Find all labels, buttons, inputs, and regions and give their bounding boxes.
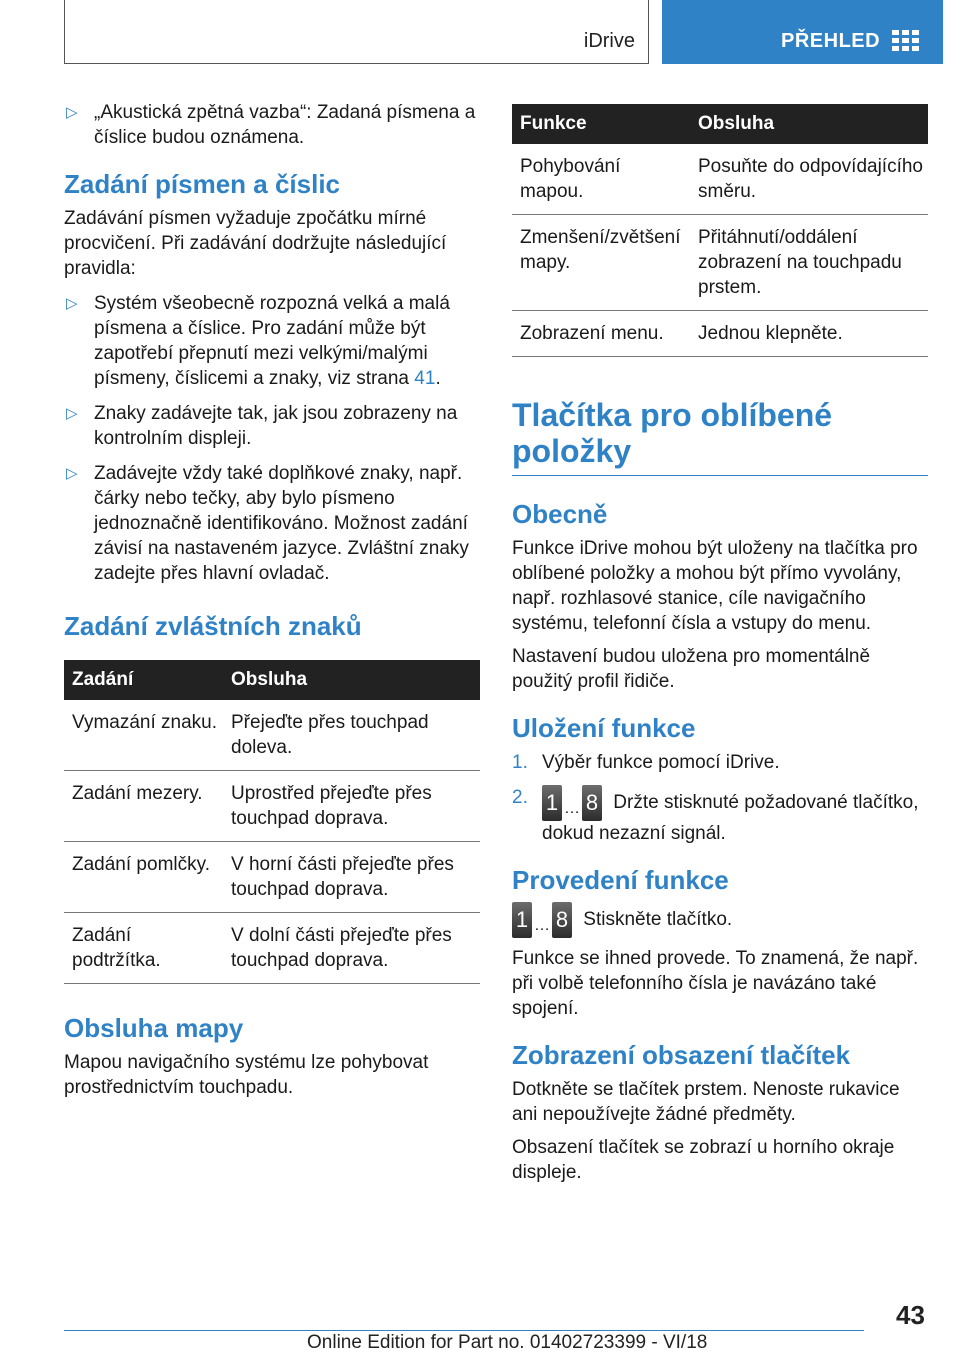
key-8-icon: 8 [552, 902, 572, 938]
table-cell: Zobrazení menu. [512, 311, 690, 357]
bullet-text: Zadávejte vždy také doplňkové znaky, např. čárky nebo tečky, aby bylo písmeno jednoznačně identifikováno. Možnost zadání závisí na nastaveném jazyce. Zvláštní znaky zadejte přes hlavní ovladač. [94, 463, 469, 584]
header-chapter-title[interactable]: PŘEHLED [781, 30, 881, 52]
bullet-text: „Akustická zpětná vazba“: Zadaná písmena a číslice budou oznámena. [94, 102, 476, 148]
table-cell: Uprostřed přejeďte přes touchpad doprava. [223, 771, 480, 842]
table-row [512, 215, 928, 311]
page-number: 43 [896, 1300, 925, 1330]
table-header-cell: Obsluha [690, 104, 928, 144]
heading-special-chars: Zadání zvláštních znaků [64, 611, 362, 641]
paragraph-map: Mapou navigačního systému lze pohybovat prostřednictvím touchpadu. [64, 1052, 429, 1098]
list-item [512, 750, 928, 775]
key-1-icon: 1 [542, 785, 562, 821]
bullet-text-end: . [435, 368, 441, 389]
right-column [512, 104, 928, 1193]
table-cell: Přejeďte přes touchpad doleva. [223, 700, 480, 771]
map-operation-table [512, 104, 928, 357]
table-cell: Jednou klepněte. [690, 311, 928, 357]
heading-display-assignment: Zobrazení obsazení tlačítek [512, 1040, 851, 1070]
favorite-keys-icon [542, 785, 602, 821]
key-1-icon: 1 [512, 902, 532, 938]
left-column [64, 100, 480, 1108]
table-row [64, 771, 480, 842]
letters-bullet-list [64, 291, 480, 586]
paragraph-display-2: Obsazení tlačítek se zobrazí u horního okraje displeje. [512, 1137, 895, 1183]
table-cell: Zmenšení/zvětšení mapy. [512, 215, 690, 311]
heading-general: Obecně [512, 499, 608, 529]
header-chapter-tab[interactable] [662, 0, 943, 64]
list-item [64, 401, 480, 451]
triangle-bullet-icon: ▷ [66, 295, 78, 312]
save-steps-list [512, 750, 928, 846]
key-ellipsis: … [534, 917, 550, 934]
heading-favorites: Tlačítka pro oblíbené položky [512, 397, 928, 476]
paragraph-general-1: Funkce iDrive mohou být uloženy na tlačítka pro oblíbené položky a mohou být přímo vyvolány, např. rozhlasové stanice, cíle navigačního systému, telefonní čísla a vstupy do menu. [512, 538, 918, 634]
step-text: Držte stisknuté požadované tlačítko, dokud nezazní signál. [542, 792, 919, 844]
step-number: 2. [512, 787, 528, 808]
table-header-row [64, 660, 480, 700]
table-row [512, 311, 928, 357]
favorite-keys-icon [512, 902, 572, 938]
table-header-row [512, 104, 928, 144]
key-ellipsis: … [564, 800, 580, 817]
heading-save-function: Uložení funkce [512, 713, 696, 743]
step-number: 1. [512, 752, 528, 773]
header-section-title: iDrive [583, 30, 635, 52]
paragraph-execute-1 [512, 902, 928, 938]
heading-execute-function: Provedení funkce [512, 865, 729, 895]
list-item [64, 291, 480, 391]
table-cell: Zadání mezery. [64, 771, 223, 842]
table-header-cell: Obsluha [223, 660, 480, 700]
heading-letters: Zadání písmen a číslic [64, 169, 340, 199]
grid-menu-icon[interactable] [892, 30, 920, 52]
table-row [512, 144, 928, 215]
triangle-bullet-icon: ▷ [66, 465, 78, 482]
list-item [512, 785, 928, 846]
page-reference-link[interactable]: 41 [414, 368, 436, 389]
execute-text: Stiskněte tlačítko. [583, 909, 733, 931]
table-cell: V horní části přejeďte přes touchpad doprava. [223, 842, 480, 913]
triangle-bullet-icon: ▷ [66, 405, 78, 422]
header-section-box [64, 0, 649, 64]
table-cell: Zadání pomlčky. [64, 842, 223, 913]
table-header-cell: Zadání [64, 660, 223, 700]
table-cell: Přitáhnutí/oddálení zobrazení na touchpadu prstem. [690, 215, 928, 311]
footer-edition: Online Edition for Part no. 01402723399 - VI/18 [307, 1332, 708, 1353]
table-header-cell: Funkce [512, 104, 690, 144]
heading-map: Obsluha mapy [64, 1013, 244, 1043]
paragraph-letters: Zadávání písmen vyžaduje zpočátku mírné procvičení. Při zadávání dodržujte následující pravidla: [64, 208, 447, 279]
paragraph-general-2: Nastavení budou uložena pro momentálně použitý profil řidiče. [512, 646, 871, 692]
table-cell: Vymazání znaku. [64, 700, 223, 771]
paragraph-execute-2: Funkce se ihned provede. To znamená, že např. při volbě telefonního čísla je navázáno také spojení. [512, 948, 919, 1019]
triangle-bullet-icon: ▷ [66, 104, 78, 121]
table-cell: Zadání podtržítka. [64, 913, 223, 984]
step-text: Výběr funkce pomocí iDrive. [542, 752, 780, 773]
table-cell: V dolní části přejeďte přes touchpad doprava. [223, 913, 480, 984]
table-row [64, 842, 480, 913]
table-row [64, 913, 480, 984]
intro-bullet-list [64, 100, 480, 150]
special-chars-table [64, 660, 480, 984]
table-row [64, 700, 480, 771]
table-cell: Posuňte do odpovídajícího směru. [690, 144, 928, 215]
table-cell: Pohybování mapou. [512, 144, 690, 215]
key-8-icon: 8 [582, 785, 602, 821]
bullet-text: Systém všeobecně rozpozná velká a malá písmena a číslice. Pro zadání může být zapotřebí přepnutí mezi velkými/malými písmeny, číslicemi a znaky, viz strana [94, 293, 450, 389]
list-item [64, 461, 480, 586]
paragraph-display-1: Dotkněte se tlačítek prstem. Nenoste rukavice ani nepoužívejte žádné předměty. [512, 1079, 900, 1125]
bullet-text: Znaky zadávejte tak, jak jsou zobrazeny na kontrolním displeji. [94, 403, 458, 449]
list-item [64, 100, 480, 150]
footer-divider [64, 1330, 864, 1331]
